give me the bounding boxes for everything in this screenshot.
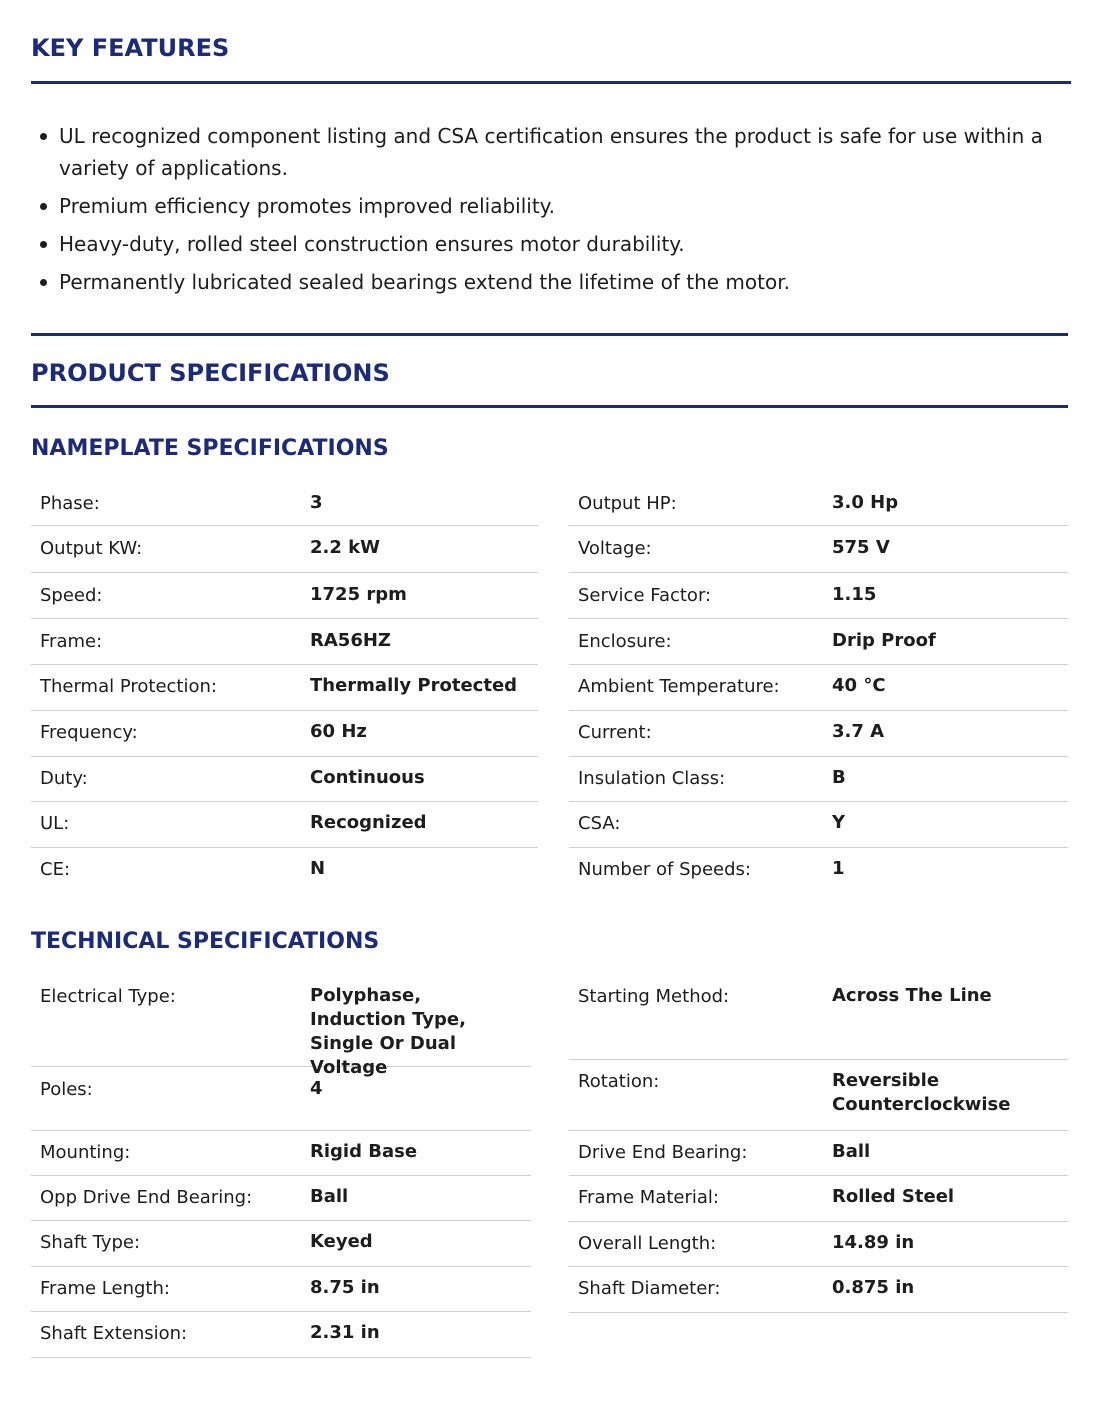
spec-label: Current: [578, 722, 652, 743]
feature-text: Permanently lubricated sealed bearings extend the lifetime of the motor. [59, 270, 790, 294]
spec-label: Poles: [40, 1079, 93, 1100]
spec-value: Across The Line [832, 985, 992, 1006]
spec-label: Number of Speeds: [578, 859, 751, 880]
technical-heading: TECHNICAL SPECIFICATIONS [31, 929, 380, 954]
spec-label: Insulation Class: [578, 768, 726, 789]
spec-label: CSA: [578, 813, 621, 834]
table-row [31, 665, 538, 711]
nameplate-heading: NAMEPLATE SPECIFICATIONS [31, 436, 389, 461]
list-item [31, 228, 1071, 260]
table-row [569, 665, 1068, 711]
key-features-rule [31, 81, 1071, 84]
table-row [569, 1267, 1068, 1313]
spec-value: Rolled Steel [832, 1186, 955, 1207]
feature-text: UL recognized component listing and CSA certification ensures the product is safe for use within a variety of applications. [59, 124, 1043, 180]
product-specs-heading: PRODUCT SPECIFICATIONS [31, 359, 390, 387]
technical-right-table [569, 974, 1068, 1313]
spec-label: Shaft Diameter: [578, 1278, 721, 1299]
table-row [569, 573, 1068, 619]
spec-value: 8.75 in [310, 1277, 380, 1298]
spec-value: Reversible Counterclockwise [832, 1070, 1011, 1115]
table-row [31, 526, 538, 573]
nameplate-right-table [569, 481, 1068, 894]
spec-label: Opp Drive End Bearing: [40, 1187, 253, 1208]
table-row [31, 1221, 531, 1267]
spec-label: Speed: [40, 585, 103, 606]
table-row [31, 481, 538, 526]
spec-label: Mounting: [40, 1142, 131, 1163]
spec-label: Phase: [40, 493, 100, 514]
spec-value: N [310, 858, 326, 879]
table-row [569, 711, 1068, 757]
spec-value: 60 Hz [310, 721, 367, 742]
spec-label: Shaft Type: [40, 1232, 141, 1253]
table-row [569, 1222, 1068, 1267]
table-row [569, 848, 1068, 894]
spec-value: 4 [310, 1078, 323, 1099]
spec-value: 0.875 in [832, 1277, 915, 1298]
spec-value: Thermally Protected [310, 675, 518, 696]
spec-value: 1725 rpm [310, 584, 407, 605]
spec-value: Polyphase, Induction Type, Single Or Dual Voltage [310, 985, 466, 1078]
table-row [31, 1176, 531, 1221]
spec-value: 2.2 kW [310, 537, 380, 558]
table-row [569, 526, 1068, 573]
spec-value: Ball [832, 1141, 871, 1162]
spec-label: Service Factor: [578, 585, 712, 606]
spec-value: Y [832, 812, 846, 833]
spec-label: CE: [40, 859, 71, 880]
bullet-icon [40, 203, 47, 210]
spec-label: Voltage: [578, 538, 652, 559]
product-specs-top-rule [31, 333, 1068, 336]
spec-value: 40 °C [832, 675, 886, 696]
table-row [569, 1176, 1068, 1222]
key-features-heading: KEY FEATURES [31, 34, 230, 62]
spec-value: B [832, 767, 846, 788]
spec-value: Ball [310, 1186, 349, 1207]
spec-value: Recognized [310, 812, 427, 833]
bullet-icon [40, 241, 47, 248]
technical-left-table [31, 974, 531, 1358]
table-row [31, 1267, 531, 1312]
spec-value: 1 [832, 858, 845, 879]
spec-label: Rotation: [578, 1071, 660, 1092]
spec-label: Duty: [40, 768, 88, 789]
table-row [31, 1067, 531, 1131]
spec-label: Output KW: [40, 538, 143, 559]
spec-value: Keyed [310, 1231, 373, 1252]
spec-value: RA56HZ [310, 630, 391, 651]
spec-value: Rigid Base [310, 1141, 418, 1162]
table-row [31, 619, 538, 665]
table-row [31, 802, 538, 848]
spec-label: Electrical Type: [40, 986, 176, 1007]
spec-label: Overall Length: [578, 1233, 717, 1254]
table-row [569, 802, 1068, 848]
table-row [569, 1060, 1068, 1131]
spec-value: 1.15 [832, 584, 877, 605]
table-row [31, 757, 538, 802]
spec-value: 3.0 Hp [832, 492, 899, 513]
table-row [31, 848, 538, 894]
table-row [569, 481, 1068, 526]
spec-value: Continuous [310, 767, 425, 788]
table-row [569, 619, 1068, 665]
spec-label: Thermal Protection: [40, 676, 217, 697]
spec-value: Drip Proof [832, 630, 936, 651]
list-item [31, 120, 1071, 184]
list-item [31, 190, 1071, 222]
table-row [31, 711, 538, 757]
product-specs-bottom-rule [31, 405, 1068, 408]
spec-label: Starting Method: [578, 986, 730, 1007]
list-item [31, 266, 1071, 298]
spec-label: Output HP: [578, 493, 677, 514]
spec-label: Frame Length: [40, 1278, 170, 1299]
spec-label: Frame Material: [578, 1187, 719, 1208]
spec-label: Enclosure: [578, 631, 672, 652]
spec-label: Frame: [40, 631, 103, 652]
table-row [31, 1312, 531, 1358]
table-row [31, 974, 531, 1078]
feature-text: Heavy-duty, rolled steel construction ensures motor durability. [59, 232, 685, 256]
feature-text: Premium efficiency promotes improved reliability. [59, 194, 556, 218]
bullet-icon [40, 279, 47, 286]
bullet-icon [40, 133, 47, 140]
key-features-list [31, 120, 1071, 304]
spec-value: 3.7 A [832, 721, 885, 742]
spec-value: 14.89 in [832, 1232, 915, 1253]
spec-label: Shaft Extension: [40, 1323, 188, 1344]
spec-label: Drive End Bearing: [578, 1142, 748, 1163]
table-row [31, 573, 538, 619]
spec-label: Ambient Temperature: [578, 676, 780, 697]
table-row [569, 1131, 1068, 1176]
spec-value: 2.31 in [310, 1322, 380, 1343]
table-row [569, 974, 1068, 1060]
nameplate-left-table [31, 481, 538, 894]
spec-value: 3 [310, 492, 323, 513]
spec-label: UL: [40, 813, 70, 834]
spec-label: Frequency: [40, 722, 138, 743]
table-row [31, 1131, 531, 1176]
spec-value: 575 V [832, 537, 890, 558]
table-row [569, 757, 1068, 802]
